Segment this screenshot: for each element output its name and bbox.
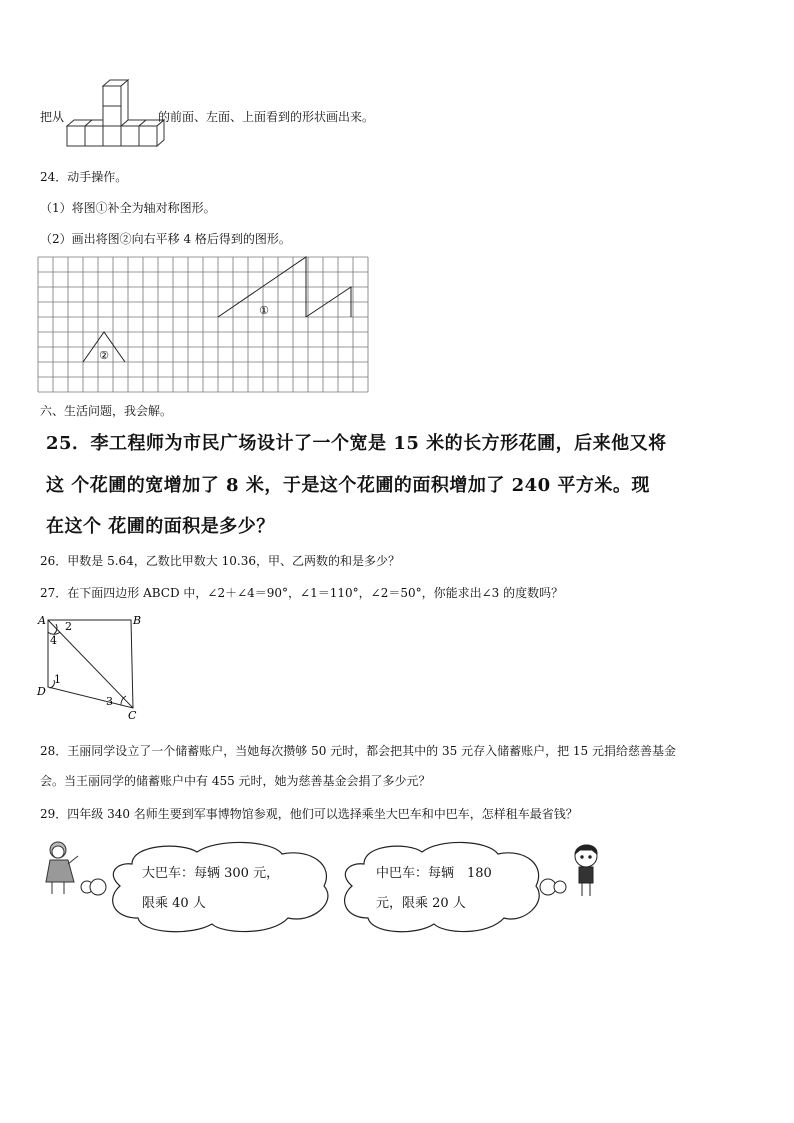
vertex-B: B: [133, 614, 142, 627]
q29-text: 29．四年级 340 名师生要到军事博物馆参观，他们可以选择乘坐大巴车和中巴车，怎样租车最省钱？: [40, 807, 578, 821]
vertex-C: C: [128, 709, 137, 722]
figure-1-label: ①: [259, 304, 269, 317]
q24-title: 24．动手操作。: [40, 170, 128, 184]
angle-3-label: 3: [106, 695, 113, 708]
q23-prefix: 把从: [40, 110, 65, 124]
cube-stack-figure: [62, 80, 162, 150]
vertex-A: A: [38, 614, 46, 627]
vertex-D: D: [37, 685, 46, 698]
cloud-bubble-big-bus: [102, 838, 338, 938]
square-grid: [38, 257, 370, 395]
angle-1-label: 1: [54, 673, 61, 686]
q28-line2: 会。当王丽同学的储蓄账户中有 455 元时，她为慈善基金会捐了多少元？: [40, 774, 431, 788]
q24-item2: （2）画出将图②向右平移 4 格后得到的图形。: [40, 232, 291, 246]
medium-bus-line2: 元，限乘 20 人: [376, 896, 466, 911]
big-bus-line2: 限乘 40 人: [142, 896, 206, 911]
figure-2-label: ②: [99, 349, 109, 362]
q25-line3: 在这个 花圃的面积是多少？: [46, 516, 275, 537]
q25-line1: 25．李工程师为市民广场设计了一个宽是 15 米的长方形花圃，后来他又将: [46, 433, 667, 454]
angle-4-label: 4: [50, 634, 57, 647]
cloud-bubble-medium-bus: [336, 838, 548, 938]
q28-line1: 28．王丽同学设立了一个储蓄账户，当她每次攒够 50 元时，都会把其中的 35 元存入储蓄账户，把 15 元捐给慈善基金: [40, 744, 676, 758]
q27-text: 27．在下面四边形 ABCD 中，∠2＋∠4＝90°，∠1＝110°，∠2＝50°，你能求出∠3 的度数吗？: [40, 586, 564, 600]
boy-illustration: [568, 842, 608, 902]
big-bus-line1: 大巴车：每辆 300 元，: [142, 866, 280, 881]
q25-line2: 这 个花圃的宽增加了 8 米，于是这个花圃的面积增加了 240 平方米。现: [46, 475, 650, 496]
q26-text: 26．甲数是 5.64，乙数比甲数大 10.36，甲、乙两数的和是多少？: [40, 554, 400, 568]
quadrilateral-abcd: [36, 612, 156, 722]
thought-bubbles-right: [540, 877, 570, 897]
medium-bus-line1: 中巴车：每辆 180: [376, 866, 492, 881]
q23-suffix: 的前面、左面、上面看到的形状画出来。: [158, 110, 375, 124]
section-6-heading: 六、生活问题，我会解。: [40, 404, 173, 418]
angle-2-label: 2: [65, 620, 72, 633]
q24-item1: （1）将图①补全为轴对称图形。: [40, 201, 216, 215]
